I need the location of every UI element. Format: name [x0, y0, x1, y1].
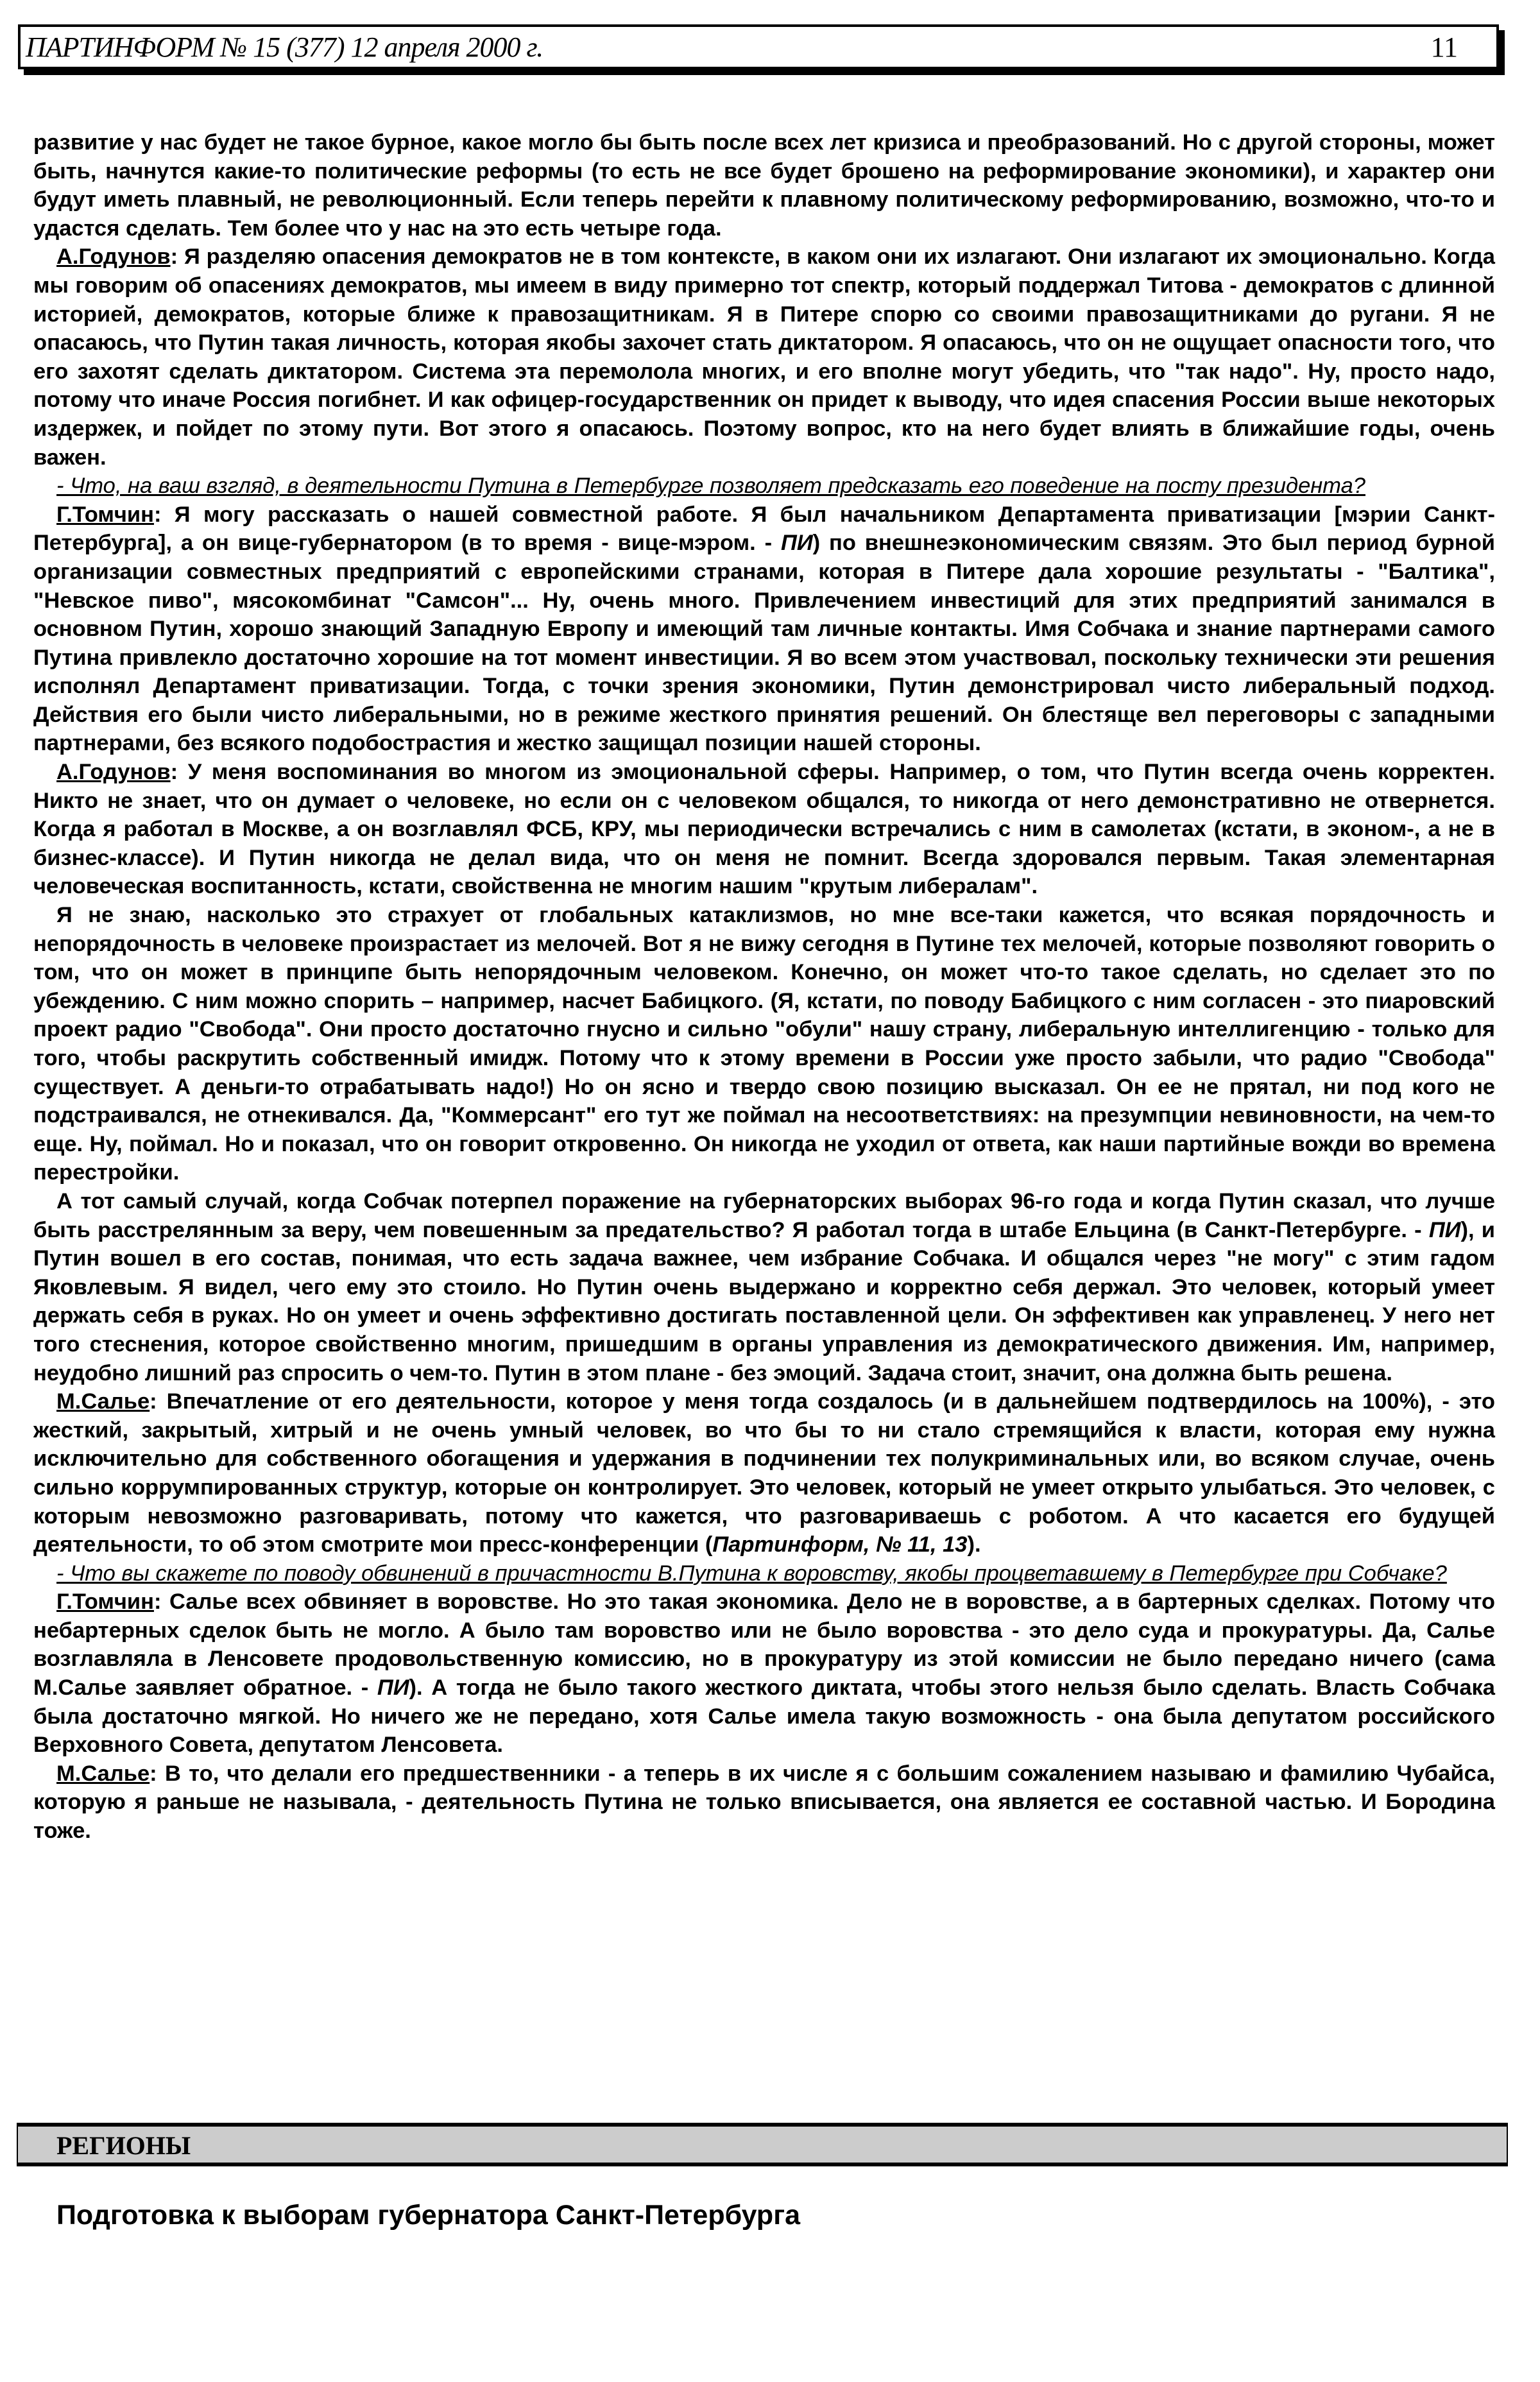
section-banner — [17, 2123, 1508, 2166]
paragraph — [33, 128, 1495, 243]
editor-note: ПИ — [377, 1675, 409, 1701]
speaker-name: Г.Томчин — [56, 502, 154, 527]
text-run: развитие у нас будет не такое бурное, какое могло бы быть после всех лет кризиса и преобразований. Но с другой стороны, может быть, начнутся какие-то политические реформы (то есть не все будет брошено на реформирование экономики), и характер они будут иметь плавный, не революционный. Если теперь перейти к плавному политическому реформированию, возможно, что-то и удастся сделать. Тем более что у нас на это есть четыре года. — [33, 130, 1495, 241]
text-run: : В то, что делали его предшественники - а теперь в их числе я с большим сожалением называю и фамилию Чубайса, которую я раньше не называла, - деятельность Путина не только вписывается, она является ее составной частью. И Бородина тоже. — [33, 1761, 1495, 1844]
next-article-title: Подготовка к выборам губернатора Санкт-Петербурга — [56, 2200, 801, 2231]
paragraph — [33, 758, 1495, 901]
text-run: ). А тогда не было такого жесткого диктата, чтобы этого нельзя было сделать. Власть Собчака была достаточно мягкой. Но ничего же не передано, хотя Салье имела такую возможность - она была депутатом российского Верховного Совета, депутатом Ленсовета. — [33, 1675, 1495, 1758]
text-run: : Впечатление от его деятельности, которое у меня тогда создалось (и в дальнейшем подтвердилось на 100%), - это жесткий, закрытый, хитрый и не очень умный человек, во что бы то ни стало стремящийся к власти, которая ему нужна исключительно для собственного обогащения и удержания в подчинении тех полукриминальных или, во всяком случае, очень сильно коррумпированных структур, которые он контролирует. Это человек, который не умеет открыто улыбаться. Это человек, с которым невозможно разговаривать, потому что кажется, что разговариваешь с роботом. А что касается его будущей деятельности, то об этом смотрите мои пресс-конференции ( — [33, 1389, 1495, 1557]
paragraph — [33, 901, 1495, 1187]
editor-note: ПИ — [781, 531, 813, 556]
paragraph — [33, 1760, 1495, 1846]
text-run: ). — [967, 1532, 981, 1557]
paragraph — [33, 472, 1495, 501]
paragraph — [33, 1387, 1495, 1559]
speaker-name: А.Годунов — [56, 760, 171, 785]
text-run: : Я могу рассказать о нашей совместной работе. Я был начальником Департамента приватизации [мэрии Санкт-Петербурга], а он вице-губернатором (в то время - вице-мэром. - — [33, 502, 1495, 556]
text-run: А тот самый случай, когда Собчак потерпел поражение на губернаторских выборах 96-го года и когда Путин сказал, что лучше быть расстрелянным за веру, чем повешенным за предательство? Я работал тогда в штабе Ельцина (в Санкт-Петербурге. - — [33, 1188, 1495, 1242]
paragraph — [33, 501, 1495, 758]
text-run: ), и Путин вошел в его состав, понимая, что есть задача важнее, чем избрание Собчака. И общался через "не могу" с этим гадом Яковлевым. Я видел, чего ему это стоило. Но Путин очень выдержано и корректно себя держал. Это человек, который умеет держать себя в руках. Но он умеет и очень эффективно достигать поставленной цели. Он эффективен как управленец. У него нет того стеснения, которое свойственно многим, пришедшим в органы управления из демократического движения. Им, например, неудобно лишний раз спросить о чем-то. Путин в этом плане - без эмоций. Задача стоит, значит, она должна быть решена. — [33, 1217, 1495, 1385]
page-header — [18, 24, 1499, 69]
speaker-name: А.Годунов — [56, 244, 171, 270]
paragraph — [33, 243, 1495, 472]
speaker-name: М.Салье — [56, 1389, 150, 1414]
text-run: : У меня воспоминания во многом из эмоциональной сферы. Например, о том, что Путин всегда очень корректен. Никто не знает, что он думает о человеке, но если он с человеком общался, то никогда от него демонстративно не отвернется. Когда я работал в Москве, а он возглавлял ФСБ, КРУ, мы периодически встречались с ним в самолетах (кстати, в эконом-, а не в бизнес-классе). И Путин никогда не делал вида, что он меня не помнит. Всегда здоровался первым. Такая элементарная человеческая воспитанность, кстати, свойственна не многим нашим "крутым либералам". — [33, 760, 1495, 899]
text-run: ) по внешнеэкономическим связям. Это был период бурной организации совместных предприятий с европейскими странами, которая в Питере дала хорошие результаты - "Балтика", "Невское пиво", мясокомбинат "Самсон"... Ну, очень много. Привлечением инвестиций для этих предприятий занимался в основном Путин, хорошо знающий Западную Европу и имеющий там личные контакты. Имя Собчака и знание партнерами самого Путина привлекло достаточно хорошие на тот момент инвестиции. Я во всем этом участвовал, поскольку технически эти решения исполнял Департамент приватизации. Тогда, с точки зрения экономики, Путин демонстрировал чисто либеральный подход. Действия его были чисто либеральными, но в режиме жесткого принятия решений. Он блестяще вел переговоры с западными партнерами, без всякого подобострастия и жестко защищал позиции нашей стороны. — [33, 531, 1495, 756]
paragraph — [33, 1588, 1495, 1760]
interviewer-question: - Что вы скажете по поводу обвинений в причастности В.Путина к воровству, якобы процветавшему в Петербурге при Собчаке? — [56, 1561, 1447, 1586]
speaker-name: М.Салье — [56, 1761, 150, 1786]
paragraph — [33, 1559, 1495, 1588]
speaker-name: Г.Томчин — [56, 1589, 154, 1615]
interviewer-question: - Что, на ваш взгляд, в деятельности Путина в Петербурге позволяет предсказать его поведение на посту президента? — [56, 474, 1365, 499]
publication-title: ПАРТИНФОРМ № 15 (377) 12 апреля 2000 г. — [26, 31, 543, 63]
text-run: : Салье всех обвиняет в воровстве. Но это такая экономика. Дело не в воровстве, а в бартерных сделках. Потому что небартерных сделок быть не могло. А было там воровство или не было воровства - это дело суда и прокуратуры. Да, Салье возглавляла в Ленсовете продовольственную комиссию, но в прокуратуру из этой комиссии не было передано ничего (сама М.Салье заявляет обратное. - — [33, 1589, 1495, 1701]
page-number: 11 — [1430, 31, 1458, 63]
article-body — [33, 128, 1495, 1846]
editor-note: ПИ — [1428, 1217, 1461, 1242]
text-run: Я не знаю, насколько это страхует от глобальных катаклизмов, но мне все-таки кажется, что всякая порядочность и непорядочность в человеке произрастает из мелочей. Вот я не вижу сегодня в Путине тех мелочей, которые позволяют говорить о том, что он может в принципе быть непорядочным человеком. Конечно, он может что-то такое сделать, но сделает это по убеждению. С ним можно спорить – например, насчет Бабицкого. (Я, кстати, по поводу Бабицкого с ним согласен - это пиаровский проект радио "Свобода". Они просто достаточно гнусно и сильно "обули" нашу страну, либеральную интеллигенцию - только для того, чтобы раскрутить собственный имидж. Потому что к этому времени в России уже просто забыли, что радио "Свобода" существует. А деньги-то отрабатывать надо!) Но он ясно и твердо свою позицию высказал. Он ее не прятал, ни под кого не подстраивался, не отнекивался. Да, "Коммерсант" его тут же поймал на несоответствиях: на презумпции невиновности, на чем-то еще. Ну, поймал. Но и показал, что он говорит откровенно. Он никогда не уходил от ответа, как наши партийные вожди во времена перестройки. — [33, 903, 1495, 1185]
text-run: : Я разделяю опасения демократов не в том контексте, в каком они их излагают. Они излагают их эмоционально. Когда мы говорим об опасениях демократов, мы имеем в виду примерно тот спектр, который поддержал Титова - демократов с длинной историей, демократов, которые ближе к правозащитникам. Я в Питере спорю со своими правозащитниками до ругани. Я не опасаюсь, что Путин такая личность, которая якобы захочет стать диктатором. Я опасаюсь, что он не ощущает опасности того, что его захотят сделать диктатором. Система эта перемолола многих, и его вполне могут убедить, что "так надо". Ну, просто надо, потому что иначе Россия погибнет. И как офицер-государственник он придет к выводу, что идея спасения России выше некоторых издержек, и пойдет по этому пути. Вот этого я опасаюсь. Поэтому вопрос, кто на него будет влиять в ближайшие годы, очень важен. — [33, 244, 1495, 470]
editor-note: Партинформ, № 11, 13 — [712, 1532, 968, 1557]
section-label: РЕГИОНЫ — [56, 2131, 191, 2160]
paragraph — [33, 1187, 1495, 1387]
